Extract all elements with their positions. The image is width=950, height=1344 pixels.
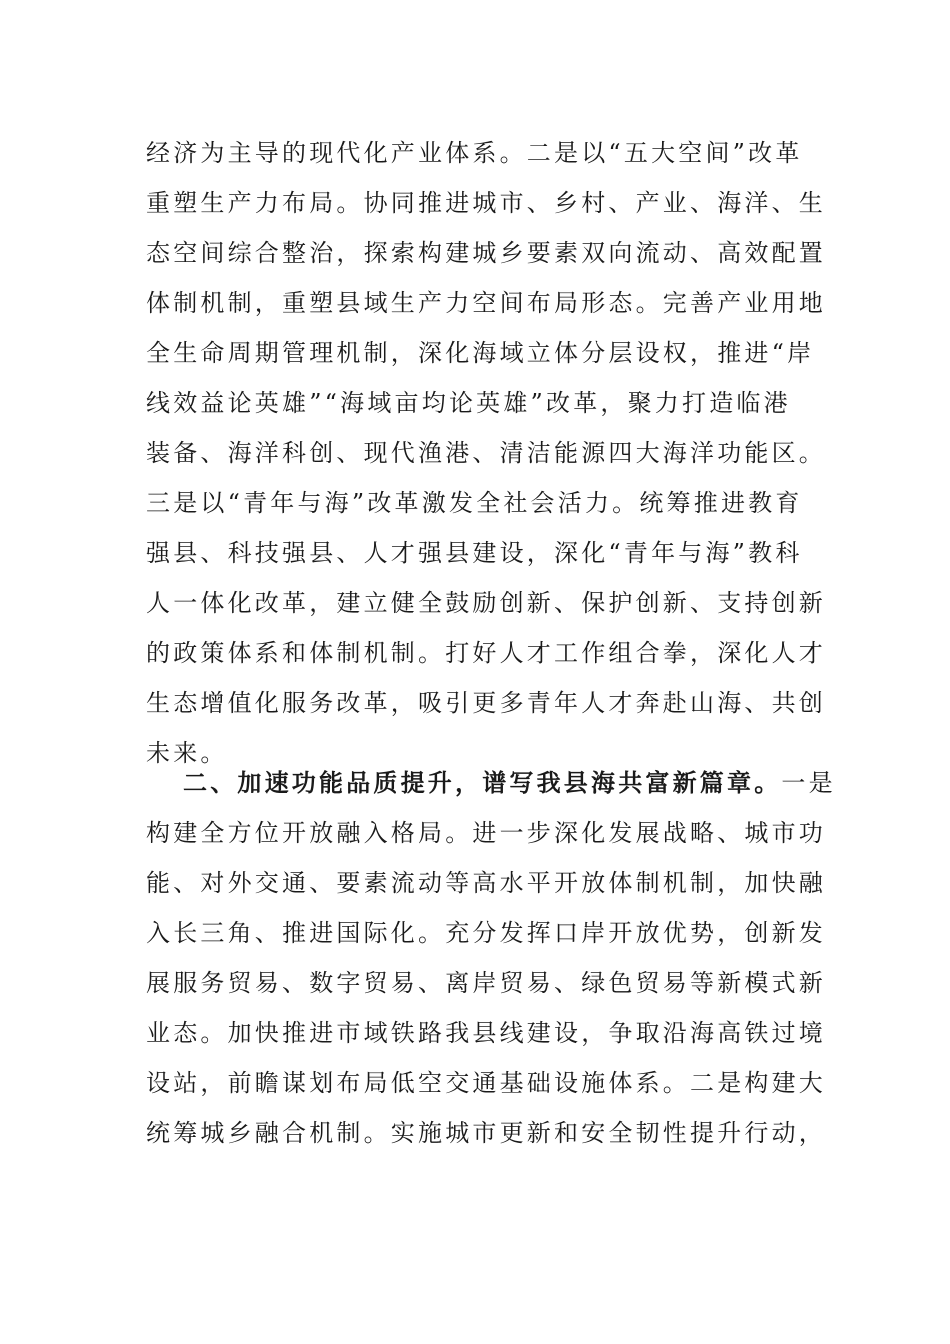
text-line: 三是以“青年与海”改革激发全社会活力。统筹推进教育 — [146, 489, 803, 517]
text-line: 体制机制，重塑县域生产力空间布局形态。完善产业用地 — [146, 289, 826, 317]
text-line: 态空间综合整治，探索构建城乡要素双向流动、高效配置 — [146, 239, 826, 267]
text-line: 装备、海洋科创、现代渔港、清洁能源四大海洋功能区。 — [146, 439, 826, 467]
body-paragraph-one — [146, 128, 826, 778]
text-run: 一是 — [781, 769, 836, 797]
text-line: 构建全方位开放融入格局。进一步深化发展战略、城市功 — [146, 819, 826, 847]
text-line: 经济为主导的现代化产业体系。二是以“五大空间”改革 — [146, 139, 803, 167]
text-line: 设站，前瞻谋划布局低空交通基础设施体系。二是构建大 — [146, 1069, 826, 1097]
text-line: 的政策体系和体制机制。打好人才工作组合拳，深化人才 — [146, 639, 826, 667]
text-line: 强县、科技强县、人才强县建设，深化“青年与海”教科 — [146, 539, 803, 567]
body-paragraph-two — [146, 758, 836, 1158]
text-line: 统筹城乡融合机制。实施城市更新和安全韧性提升行动， — [146, 1119, 826, 1147]
text-line: 入长三角、推进国际化。充分发挥口岸开放优势，创新发 — [146, 919, 826, 947]
text-line: 能、对外交通、要素流动等高水平开放体制机制，加快融 — [146, 869, 826, 897]
text-line: 未来。 — [146, 739, 228, 767]
text-line: 生态增值化服务改革，吸引更多青年人才奔赴山海、共创 — [146, 689, 826, 717]
text-line: 业态。加快推进市域铁路我县线建设，争取沿海高铁过境 — [146, 1019, 826, 1047]
section-heading: 二、加速功能品质提升，谱写我县海共富新篇章。 — [183, 769, 782, 797]
paragraph-first-line — [146, 758, 836, 808]
text-line: 线效益论英雄”“海域亩均论英雄”改革，聚力打造临港 — [146, 389, 791, 417]
text-line: 展服务贸易、数字贸易、离岸贸易、绿色贸易等新模式新 — [146, 969, 826, 997]
text-line: 重塑生产力布局。协同推进城市、乡村、产业、海洋、生 — [146, 189, 826, 217]
text-line: 人一体化改革，建立健全鼓励创新、保护创新、支持创新 — [146, 589, 826, 617]
text-line: 全生命周期管理机制，深化海域立体分层设权，推进“岸 — [146, 339, 815, 367]
